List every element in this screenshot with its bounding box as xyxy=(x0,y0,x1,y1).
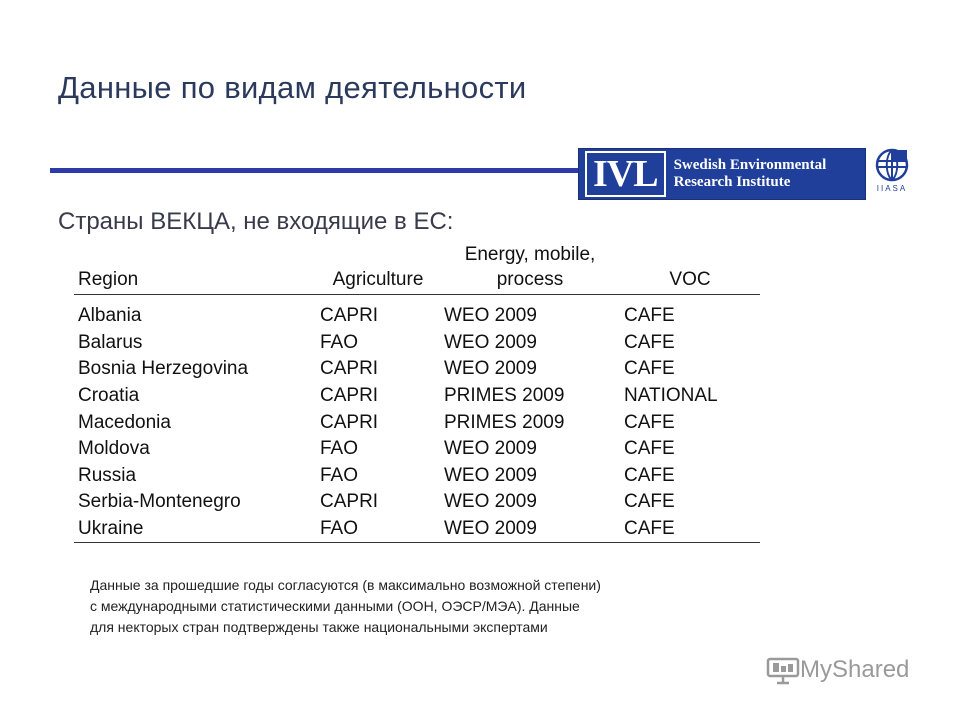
cell-energy: PRIMES 2009 xyxy=(444,411,565,433)
footnote-line-2: с международными статистическими данными (ООН, ОЭСР/МЭА). Данные xyxy=(90,598,580,614)
header-energy-line-1: Energy, mobile, xyxy=(464,244,596,265)
cell-agriculture: FAO xyxy=(316,516,440,543)
table-row xyxy=(74,516,760,543)
globe-icon xyxy=(875,148,909,182)
cell-region: Ukraine xyxy=(74,516,316,543)
cell-energy: WEO 2009 xyxy=(444,331,537,353)
table-row xyxy=(74,463,760,490)
cell-region: Serbia-Montenegro xyxy=(78,491,241,513)
table-row xyxy=(74,383,760,410)
cell-voc: CAFE xyxy=(624,411,675,433)
cell-region: Albania xyxy=(78,305,142,327)
table-row xyxy=(74,436,760,463)
cell-energy: WEO 2009 xyxy=(444,491,537,513)
data-sources-table xyxy=(74,242,760,543)
cell-voc: CAFE xyxy=(624,464,675,486)
title-divider xyxy=(50,168,580,173)
header-energy xyxy=(440,242,620,295)
cell-voc: CAFE xyxy=(624,331,675,353)
cell-region: Russia xyxy=(78,464,137,486)
cell-agriculture: CAPRI xyxy=(320,385,379,407)
table-row xyxy=(74,489,760,516)
cell-energy: WEO 2009 xyxy=(444,438,537,460)
cell-agriculture: CAPRI xyxy=(320,358,379,380)
cell-region: Bosnia Herzegovina xyxy=(78,358,249,380)
cell-region: Croatia xyxy=(78,385,140,407)
cell-energy: WEO 2009 xyxy=(444,305,537,327)
footnote-line-3: для некторых стран подтверждены также национальными экспертами xyxy=(90,619,548,635)
table-row xyxy=(74,295,760,330)
header-voc: VOC xyxy=(620,242,760,295)
ivl-logo xyxy=(578,148,866,200)
cell-agriculture: FAO xyxy=(320,438,359,460)
slide-subtitle: Страны ВЕКЦА, не входящие в ЕС: xyxy=(58,208,454,235)
cell-region: Moldova xyxy=(78,438,150,460)
header-region: Region xyxy=(74,242,316,295)
presentation-board-icon xyxy=(766,655,800,685)
header-agriculture: Agriculture xyxy=(316,242,440,295)
cell-voc: CAFE xyxy=(624,438,675,460)
myshared-watermark[interactable] xyxy=(766,655,909,685)
ivl-name xyxy=(674,157,827,191)
cell-agriculture: CAPRI xyxy=(320,491,379,513)
watermark-text: MyShared xyxy=(800,656,910,683)
cell-region: Balarus xyxy=(78,331,143,353)
ivl-name-line-1: Swedish Environmental xyxy=(673,157,827,173)
cell-voc: CAFE xyxy=(620,516,760,543)
cell-energy: WEO 2009 xyxy=(444,358,537,380)
table-row xyxy=(74,356,760,383)
table-row xyxy=(74,409,760,436)
table-row xyxy=(74,330,760,357)
cell-agriculture: FAO xyxy=(320,331,359,353)
slide-title: Данные по видам деятельности xyxy=(58,70,527,105)
header-energy-line-2: process xyxy=(496,269,564,290)
cell-energy: WEO 2009 xyxy=(444,464,537,486)
cell-agriculture: FAO xyxy=(320,464,359,486)
iiasa-label: IIASA xyxy=(876,184,908,193)
cell-voc: CAFE xyxy=(624,491,675,513)
cell-region: Macedonia xyxy=(78,411,171,433)
ivl-name-line-2: Research Institute xyxy=(673,174,791,190)
footnote-line-1: Данные за прошедшие годы согласуются (в максимально возможной степени) xyxy=(90,577,601,593)
cell-energy: PRIMES 2009 xyxy=(444,385,565,407)
cell-agriculture: CAPRI xyxy=(320,305,379,327)
cell-voc: NATIONAL xyxy=(624,385,718,407)
footnote xyxy=(90,575,790,638)
cell-agriculture: CAPRI xyxy=(320,411,379,433)
cell-voc: CAFE xyxy=(624,358,675,380)
iiasa-logo xyxy=(872,148,912,200)
cell-energy: WEO 2009 xyxy=(440,516,620,543)
cell-voc: CAFE xyxy=(624,305,675,327)
ivl-mark: IVL xyxy=(585,151,666,197)
table-header-row xyxy=(74,242,760,295)
